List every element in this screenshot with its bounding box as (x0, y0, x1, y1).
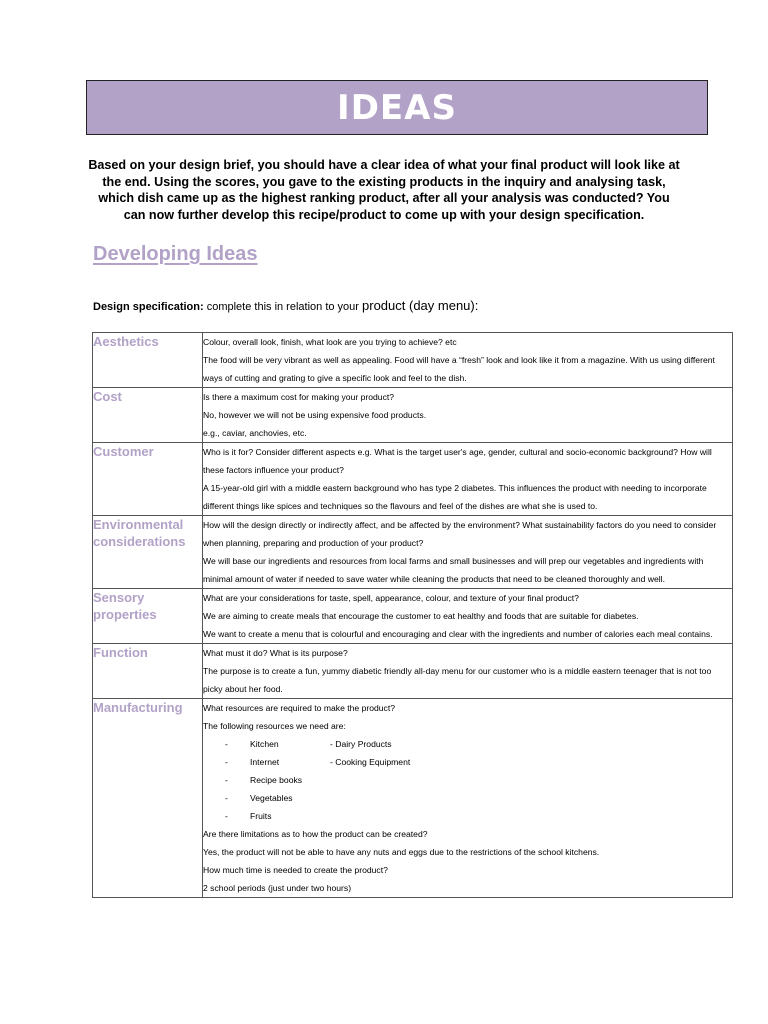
row-line: 2 school periods (just under two hours) (203, 883, 352, 893)
row-label: Manufacturing (93, 699, 203, 898)
resource-item: Fruits (250, 811, 272, 821)
bullet-dash: - (225, 811, 228, 821)
bullet-dash: - (225, 757, 228, 767)
resource-item (330, 789, 450, 807)
title-banner (86, 80, 708, 135)
row-line: The following resources we need are: (203, 721, 346, 731)
resource-item: Kitchen (250, 739, 279, 749)
row-label: Aesthetics (93, 333, 203, 388)
row-line: Colour, overall look, finish, what look are you trying to achieve? etc (203, 337, 457, 347)
resource-item: - Dairy Products (330, 739, 392, 749)
row-line: No, however we will not be using expensive food products. (203, 410, 427, 420)
specification-table (92, 332, 733, 898)
row-line: How will the design directly or indirectly affect, and be affected by the environment? What sustainability factors do you need to consider when planning, preparing and production of your product? (203, 520, 717, 548)
row-content (203, 516, 733, 589)
intro-paragraph: Based on your design brief, you should have a clear idea of what your final product will look like at the end. Using the scores, you gave to the existing products in the inquiry and analysing task, which dish came up as the highest ranking product, after all your analysis was conducted? You can now further develop this recipe/product to come up with your design specification. (88, 158, 680, 222)
table-row (93, 443, 733, 516)
table-row (93, 589, 733, 644)
row-line: We are aiming to create meals that encourage the customer to eat healthy and foods that are suitable for diabetes. (203, 611, 639, 621)
list-item (203, 735, 732, 753)
row-label: Sensory properties (93, 589, 203, 644)
bullet-dash: - (225, 793, 228, 803)
resource-item: Recipe books (250, 775, 303, 785)
table-row (93, 644, 733, 699)
row-label: Customer (93, 443, 203, 516)
row-line: We want to create a menu that is colourful and encouraging and clear with the ingredients and number of calories each meal contains. (203, 629, 713, 639)
row-line: The food will be very vibrant as well as appealing. Food will have a “fresh” look and look like it from a magazine. With us using different ways of cutting and grating to give a specific look and feel to the dish. (203, 355, 715, 383)
table-row (93, 333, 733, 388)
spec-emphasis: product (day menu): (362, 298, 479, 313)
row-line: The purpose is to create a fun, yummy diabetic friendly all-day menu for our customer who is a middle eastern teenager that is not too picky about her food. (203, 666, 712, 694)
row-label: Environmental considerations (93, 516, 203, 589)
row-line: What must it do? What is its purpose? (203, 648, 348, 658)
table-row (93, 699, 733, 898)
resource-item (330, 807, 450, 825)
list-item (203, 807, 732, 825)
row-line: Is there a maximum cost for making your product? (203, 392, 395, 402)
resource-item: - Cooking Equipment (330, 757, 411, 767)
row-line: We will base our ingredients and resources from local farms and small businesses and will prep our vegetables and ingredients with minimal amount of water if needed to save water while cleaning the products that need to be cleaned thoroughly and well. (203, 556, 704, 584)
row-label: Cost (93, 388, 203, 443)
section-heading: Developing Ideas (93, 243, 258, 265)
row-line: Are there limitations as to how the product can be created? (203, 829, 428, 839)
row-line: What resources are required to make the product? (203, 703, 396, 713)
resource-item: Internet (250, 757, 280, 767)
row-content (203, 644, 733, 699)
table-row (93, 516, 733, 589)
row-line: How much time is needed to create the product? (203, 865, 388, 875)
spec-label: Design specification: (93, 301, 204, 313)
list-item (203, 771, 732, 789)
row-line: Yes, the product will not be able to have any nuts and eggs due to the restrictions of the school kitchens. (203, 847, 600, 857)
resource-item: Vegetables (250, 793, 293, 803)
spec-text: complete this in relation to your (206, 301, 359, 313)
row-content (203, 443, 733, 516)
resource-item (330, 771, 450, 789)
page-title: IDEAS (337, 87, 457, 128)
row-content (203, 333, 733, 388)
row-content (203, 699, 733, 898)
bullet-dash: - (225, 739, 228, 749)
row-line: e.g., caviar, anchovies, etc. (203, 428, 307, 438)
spec-instruction (93, 297, 478, 316)
row-label: Function (93, 644, 203, 699)
bullet-dash: - (225, 775, 228, 785)
row-content (203, 589, 733, 644)
row-line: What are your considerations for taste, spell, appearance, colour, and texture of your final product? (203, 593, 579, 603)
row-line: A 15-year-old girl with a middle eastern background who has type 2 diabetes. This influences the product with needing to incorporate different things like spices and techniques so the flavours and feel of the dishes are what she is used to. (203, 483, 707, 511)
table-row (93, 388, 733, 443)
row-line: Who is it for? Consider different aspects e.g. What is the target user's age, gender, cultural and socio-economic background? How will these factors influence your product? (203, 447, 712, 475)
row-content (203, 388, 733, 443)
list-item (203, 753, 732, 771)
list-item (203, 789, 732, 807)
